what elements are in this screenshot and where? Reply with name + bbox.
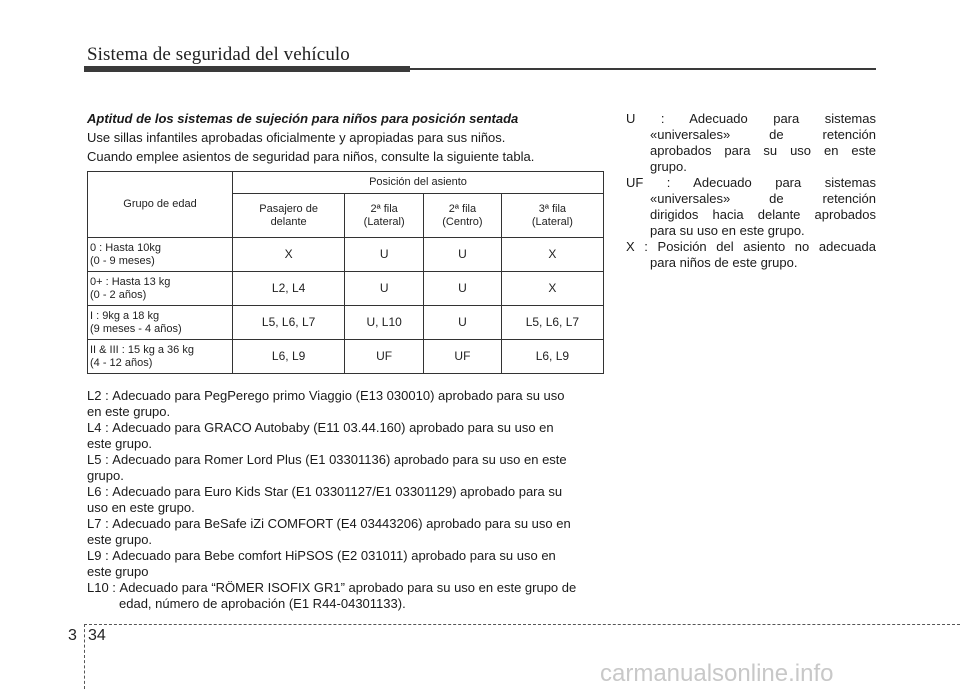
table-cell: U [345,238,424,272]
left-column [87,111,604,168]
list-item [87,388,604,404]
list-item [87,420,604,436]
page-header-title: Sistema de seguridad del vehículo [87,44,350,65]
note-text-continued: este grupo. [87,436,153,451]
column-header: Pasajero de delante [233,194,345,238]
table-cell: X [501,238,603,272]
legend-text: U : Adecuado para sistemas [626,111,876,126]
table-cell: L5, L6, L7 [501,306,603,340]
age-group-cell: II & III : 15 kg a 36 kg (4 - 12 años) [88,340,233,374]
intro-line-1: Use sillas infantiles aprobadas oficialmente y apropiadas para sus niños. [87,130,506,145]
list-item [87,484,604,500]
legend-text-continued: para niños de este grupo. [650,255,798,270]
note-text-continued: este grupo. [87,532,153,547]
legend-column [626,111,876,271]
age-group-header: Grupo de edad [88,172,233,238]
legend-item-x [626,239,876,271]
note-code: L4 : [87,420,113,435]
note-text: Adecuado para GRACO Autobaby (E11 03.44.160) aprobado para su uso en [112,420,554,435]
legend-text-continued: grupo. [650,159,687,174]
table-cell: L6, L9 [233,340,345,374]
note-text: Adecuado para PegPerego primo Viaggio (E13 030010) aprobado para su uso [112,388,565,403]
table-cell: UF [424,340,502,374]
note-code: L5 : [87,452,113,467]
intro-line-2: Cuando emplee asientos de seguridad para niños, consulte la siguiente tabla. [87,149,535,164]
legend-item-uf [626,175,876,239]
table-cell: U [424,306,502,340]
note-text: Adecuado para Euro Kids Star (E1 03301127/E1 03301129) aprobado para su [112,484,563,499]
table-cell: L5, L6, L7 [233,306,345,340]
note-code: L2 : [87,388,113,403]
note-text-continued: edad, número de aprobación (E1 R44-04301133). [119,596,406,611]
seat-notes-list [87,388,604,612]
list-item [87,516,604,532]
section-heading: Aptitud de los sistemas de sujeción para niños para posición sentada [87,111,519,126]
seat-suitability-table [87,171,604,374]
chapter-number: 3 [68,627,77,644]
list-item [87,548,604,564]
table-cell: U [345,272,424,306]
watermark-text: carmanualsonline.info [600,660,834,687]
note-text: Adecuado para BeSafe iZi COMFORT (E4 03443206) aprobado para su uso en [112,516,571,531]
table-row [88,272,604,306]
footer-rule [84,624,960,625]
list-item [87,452,604,468]
legend-item-u [626,111,876,175]
column-header: 2ª fila (Centro) [424,194,502,238]
note-code: L6 : [87,484,113,499]
note-text-continued: uso en este grupo. [87,500,195,515]
note-code: L10 : [87,580,120,595]
header-rule-thin [410,68,876,70]
table-row [88,306,604,340]
table-row [88,340,604,374]
list-item [87,580,604,596]
note-text: Adecuado para Bebe comfort HiPSOS (E2 031011) aprobado para su uso en [112,548,556,563]
seat-position-header: Posición del asiento [233,172,604,194]
note-text-continued: este grupo [87,564,149,579]
legend-text-continued: para su uso en este grupo. [650,223,805,238]
legend-text-continued: «universales» de retención [650,191,876,206]
column-header: 3ª fila (Lateral) [501,194,603,238]
footer-vertical-rule [84,624,85,689]
table-cell: L2, L4 [233,272,345,306]
note-text: Adecuado para “RÖMER ISOFIX GR1” aprobado para su uso en este grupo de [119,580,577,595]
table-cell: UF [345,340,424,374]
table-cell: U [424,238,502,272]
note-code: L7 : [87,516,113,531]
age-group-cell: I : 9kg a 18 kg (9 meses - 4 años) [88,306,233,340]
note-text-continued: en este grupo. [87,404,171,419]
table-cell: L6, L9 [501,340,603,374]
column-header: 2ª fila (Lateral) [345,194,424,238]
age-group-cell: 0 : Hasta 10kg (0 - 9 meses) [88,238,233,272]
legend-text-continued: «universales» de retención [650,127,876,142]
legend-text: UF : Adecuado para sistemas [626,175,876,190]
header-rule-thick [84,66,410,72]
note-text: Adecuado para Romer Lord Plus (E1 03301136) aprobado para su uso en este [112,452,567,467]
legend-text-continued: aprobados para su uso en este [650,143,876,158]
age-group-cell: 0+ : Hasta 13 kg (0 - 2 años) [88,272,233,306]
table-cell: U [424,272,502,306]
table-cell: U, L10 [345,306,424,340]
legend-text: X : Posición del asiento no adecuada [626,239,876,254]
note-code: L9 : [87,548,113,563]
note-text-continued: grupo. [87,468,124,483]
table-cell: X [501,272,603,306]
page-number: 34 [88,627,106,644]
legend-text-continued: dirigidos hacia delante aprobados [650,207,876,222]
table-row [88,238,604,272]
table-cell: X [233,238,345,272]
